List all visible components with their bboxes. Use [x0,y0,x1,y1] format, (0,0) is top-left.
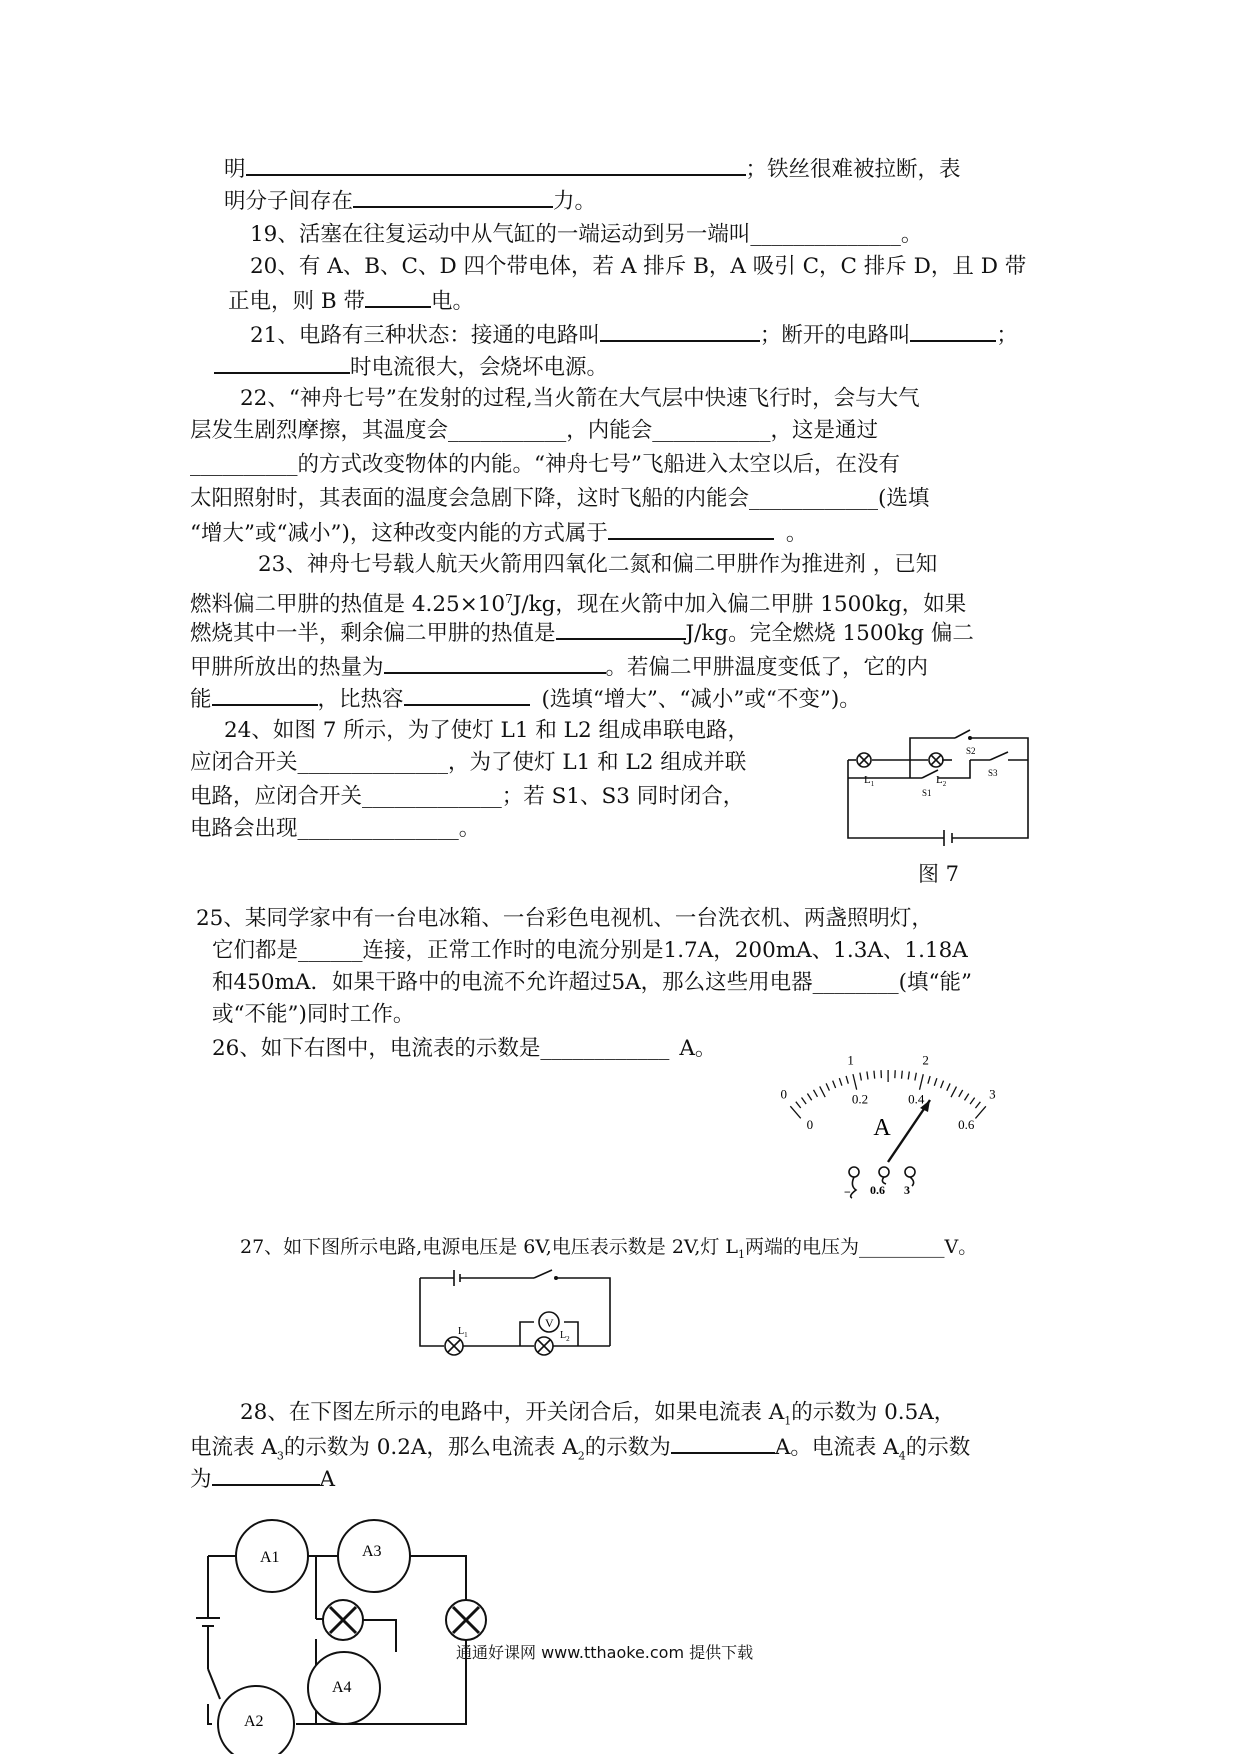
q24-text-1: 24、如图 7 所示，为了使灯 L1 和 L2 组成串联电路， [224,718,749,743]
q27-label-l2: $L_2$ [560,1330,570,1343]
q21-text-c: ； [996,323,1018,348]
q19-answer-blank[interactable]: ______________ [750,222,901,247]
dial-tick [970,1098,975,1105]
q25-line3 [212,968,972,998]
q24-line4 [190,814,480,844]
dial-tick [839,1078,842,1086]
terminal-0-6: 0.6 [870,1183,885,1197]
q22-text-2b: ，内能会 [566,418,653,443]
dial-tick [796,1102,801,1108]
q18-answer-blank-2[interactable] [353,184,553,208]
q23-answer-blank-4[interactable] [404,682,530,706]
q22-line4 [190,484,929,514]
q22-text-4b: (选填 [878,486,930,511]
q27-label-l1: $L_1$ [458,1326,468,1339]
q23-text-4b: 。若偏二甲肼温度变低了，它的内 [605,655,929,680]
q18-answer-blank-1[interactable] [246,152,746,176]
terminal-negative: − [844,1185,851,1199]
q25-line1 [196,904,933,934]
dial-upper-label: 2 [922,1052,929,1068]
q19-line1 [250,220,922,250]
q28-text-2c: 的示数为 [584,1435,671,1460]
dial-tick [833,1081,836,1088]
dial-lower-label: 0.6 [958,1117,975,1133]
q24-text-3a: 电路，应闭合开关 [190,784,363,809]
q24-text-3b: ；若 S1、S3 同时闭合， [501,784,745,809]
q22-text-4a: 太阳照射时，其表面的温度会急剧下降，这时飞船的内能会 [190,486,750,511]
q23-answer-blank-1[interactable] [556,616,686,640]
dial-tick [947,1083,950,1090]
q23-text-2a: 燃料偏二甲肼的热值是 4.25×10 [190,592,506,618]
q23-text-1: 23、神舟七号载人航天火箭用四氧化二氮和偏二甲肼作为推进剂 ，已知 [258,552,938,577]
q28-text-2e: 的示数 [905,1435,971,1460]
q28-answer-blank-1[interactable] [671,1430,775,1454]
dial-lower-label: 0.4 [908,1091,925,1107]
dial-tick [874,1071,875,1079]
dial-tick [853,1074,857,1090]
q22-answer-blank-5[interactable] [608,516,774,540]
q24-text-4a: 电路会出现 [190,816,298,841]
q18-line1 [224,152,961,185]
dial-tick [790,1106,800,1118]
q24-answer-blank-3[interactable]: _______________ [297,816,459,841]
q20-text-c: 电。 [430,289,474,314]
q25-text-3b: (填“能” [898,970,973,995]
q28-sub-1: 1 [784,1414,792,1428]
q23-line4 [190,650,928,683]
q21-text-a: 21、电路有三种状态：接通的电路叫 [250,323,600,348]
q23-text-4a: 甲肼所放出的热量为 [190,655,384,680]
q21-answer-blank-2[interactable] [910,318,996,342]
q28-line3 [190,1462,335,1495]
dial-tick [826,1083,829,1090]
figure-7-circuit [840,710,1040,850]
q20-text-b: 正电，则 B 带 [228,289,365,314]
q22-text-5b: 。 [785,521,808,546]
fig7-label-l1: $L_1$ [864,774,875,788]
q27-circuit [414,1266,624,1362]
dial-tick [975,1106,985,1118]
q22-answer-blank-4[interactable]: ____________ [749,486,879,511]
dial-tick [820,1086,825,1097]
dial-tick [959,1090,963,1097]
q20-text-a: 20、有 A、B、C、D 四个带电体，若 A 排斥 B，A 吸引 C，C 排斥 D，且 D 带 [250,254,1027,279]
q23-line1 [258,550,937,580]
q25-line4 [212,1000,414,1030]
q28-sub-2: 2 [577,1449,585,1463]
q27-text-a: 27、如下图所示电路,电源电压是 6V,电压表示数是 2V,灯 L [240,1236,739,1258]
q28-text-2b: 的示数为 0.2A，那么电流表 A [283,1435,578,1460]
q19-text-a: 19、活塞在往复运动中从气缸的一端运动到另一端叫 [250,222,751,247]
q18-line2 [224,184,596,217]
fig7-label-s3: S3 [988,768,998,778]
q23-text-5a: 能 [190,687,212,712]
q18-text-c: 明分子间存在 [224,189,354,214]
footer-download-note: 通通好课网 www.tthaoke.com 提供下载 [456,1643,754,1662]
q23-text-5b: ，比热容 [317,687,404,712]
q22-line3 [190,450,900,480]
q23-line2 [190,584,966,620]
dial-tick [951,1087,956,1098]
voltmeter-label: V [545,1316,554,1330]
dial-upper-label: 0 [780,1086,788,1102]
label-a1: A1 [260,1549,280,1566]
q22-line1 [240,384,920,414]
dial-tick [846,1076,848,1084]
q21-text-d: 时电流很大，会烧坏电源。 [350,355,609,380]
dial-tick [928,1076,930,1084]
q24-text-4b: 。 [458,816,481,841]
label-a2: A2 [244,1713,264,1730]
q26-answer-blank[interactable]: ____________ [540,1036,670,1061]
q28-text-3b: A [319,1467,336,1492]
q24-line3 [190,782,744,812]
label-a4: A4 [332,1679,352,1696]
q28-sub-4: 4 [898,1449,906,1463]
q27-line1 [240,1232,977,1270]
q18-text-a: 明 [224,157,246,182]
dial-lower-label: 0.2 [851,1091,869,1107]
q20-answer-blank[interactable] [365,284,431,308]
q26-line1 [212,1034,716,1064]
q23-text-2b: J/kg，现在火箭中加入偏二甲肼 1500kg，如果 [512,592,967,618]
q23-exponent: 7 [505,592,513,606]
q26-text-b: A。 [679,1036,717,1061]
q24-text-2a: 应闭合开关 [190,750,298,775]
ammeter-dial [770,1030,1010,1200]
dial-upper-label: 3 [989,1086,996,1102]
q22-text-2c: ，这是通过 [770,418,879,443]
q21-line2 [214,350,608,383]
q21-answer-blank-3[interactable] [214,350,350,374]
dial-lower-label: 0 [806,1116,814,1132]
q25-text-2b: 连接，正常工作时的电流分别是1.7A，200mA、1.3A、1.18A [362,938,968,963]
dial-tick [920,1074,924,1090]
q27-text-b: 两端的电压为 [745,1236,860,1258]
q18-text-d: 力。 [553,189,597,214]
q22-text-3: 的方式改变物体的内能。“神舟七号”飞船进入太空以后，在没有 [297,452,900,477]
q24-answer-blank-2[interactable]: _____________ [362,784,502,809]
q24-answer-blank-1[interactable]: ______________ [297,750,449,775]
q22-answer-blank-2[interactable]: ___________ [652,418,771,443]
q27-text-c: V。 [944,1236,978,1258]
q28-text-2a: 电流表 A [190,1435,277,1460]
dial-tick [867,1071,868,1079]
fig7-label-s1: S1 [922,788,932,798]
q21-text-b: ；断开的电路叫 [759,323,911,348]
q28-sub-3: 3 [276,1449,284,1463]
q22-text-2a: 层发生剧烈摩擦，其温度会 [190,418,449,443]
q25-text-4: 或“不能”)同时工作。 [212,1002,415,1027]
node-dot [968,736,972,740]
q23-text-3a: 燃烧其中一半，剩余偏二甲肼的热值是 [190,621,556,646]
q24-text-2b: ，为了使灯 L1 和 L2 组成并联 [448,750,747,775]
dial-tick [975,1102,980,1108]
q23-answer-blank-3[interactable] [212,682,318,706]
q28-text-1a: 28、在下图左所示的电路中，开关闭合后，如果电流表 A [240,1400,785,1425]
q18-text-b: ；铁丝很难被拉断，表 [745,157,961,182]
label-a3: A3 [362,1543,382,1560]
switch-dot [554,1276,558,1280]
q26-text-a: 26、如下右图中，电流表的示数是 [212,1036,541,1061]
q22-text-5a: “增大”或“减小”)，这种改变内能的方式属于 [190,521,608,546]
dial-tick [860,1073,861,1081]
q25-text-1: 25、某同学家中有一台电冰箱、一台彩色电视机、一台洗衣机、两盏照明灯， [196,906,933,931]
dial-tick [934,1078,937,1086]
dial-tick [902,1071,903,1079]
q20-line1 [250,252,1026,282]
q22-line2 [190,416,878,446]
q21-line1 [250,318,1018,351]
q28-text-2d: A。电流表 A [774,1435,899,1460]
dial-tick [908,1072,909,1080]
fig7-label-l2: $L_2$ [936,774,947,788]
q27-answer-blank[interactable]: _________ [859,1236,945,1258]
q23-line5 [190,682,861,715]
dial-tick [964,1094,968,1101]
dial-tick [807,1093,811,1100]
dial-upper-label: 1 [847,1052,854,1068]
dial-tick [941,1081,944,1088]
ammeter-unit-label: A [873,1115,891,1141]
q19-text-b: 。 [900,222,923,247]
q25-line2 [212,936,968,966]
q24-line1 [224,716,749,746]
q23-text-3b: J/kg。完全燃烧 1500kg 偏二 [685,621,974,646]
q22-line5 [190,516,807,549]
q23-text-5c: (选填“增大”、“减小”或“不变”)。 [541,687,861,712]
q28-text-3a: 为 [190,1467,212,1492]
q27-sub: 1 [738,1247,746,1261]
dial-tick [813,1090,817,1097]
q22-text-1: 22、“神舟七号”在发射的过程,当火箭在大气层中快速飞行时，会与大气 [240,386,920,411]
dial-tick [915,1073,917,1081]
fig7-label-s2: S2 [966,746,976,756]
q28-answer-blank-2[interactable] [212,1462,320,1486]
q21-answer-blank-1[interactable] [600,318,760,342]
q28-circuit [196,1494,526,1754]
q25-text-3a: 和450mA．如果干路中的电流不允许超过5A，那么这些用电器 [212,970,813,995]
q22-answer-blank-1[interactable]: ___________ [448,418,567,443]
q25-answer-blank-1[interactable]: ______ [298,938,363,963]
dial-tick [802,1097,807,1104]
q23-answer-blank-2[interactable] [384,650,606,674]
terminal-3: 3 [904,1183,910,1197]
q25-answer-blank-2[interactable]: ________ [812,970,899,995]
q23-line3 [190,616,974,649]
figure-7-caption: 图 7 [918,862,960,886]
q22-answer-blank-3[interactable]: __________ [190,452,298,477]
q25-text-2a: 它们都是 [212,938,299,963]
q20-line2 [228,284,474,317]
q24-line2 [190,748,746,778]
q28-text-1b: 的示数为 0.5A， [791,1400,956,1425]
